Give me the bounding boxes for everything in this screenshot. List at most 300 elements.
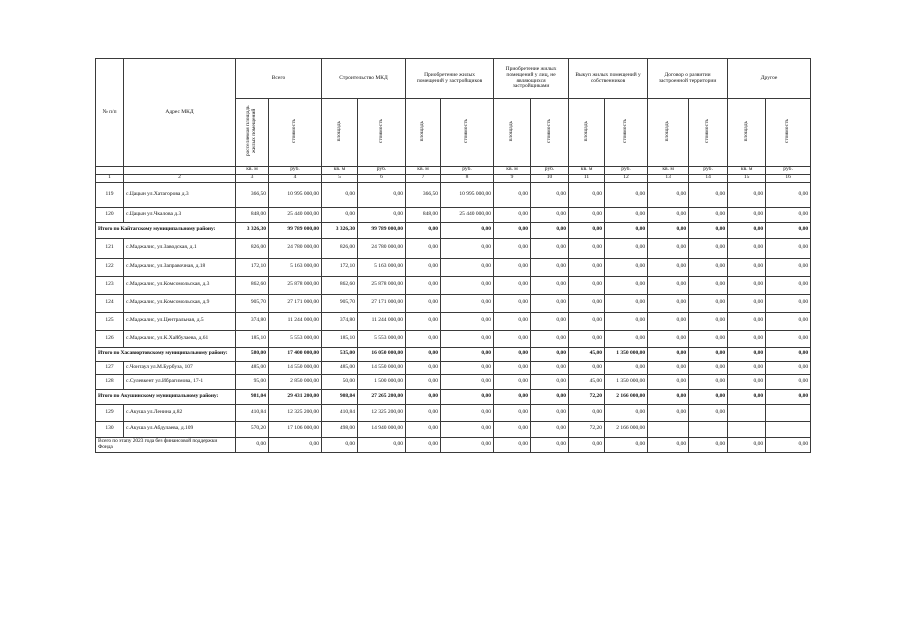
value-cell: 366,50: [236, 182, 269, 207]
value-cell: 0,00: [406, 330, 441, 347]
column-number: 5: [322, 174, 358, 182]
value-cell: 0,00: [441, 374, 494, 389]
value-cell: 185,10: [322, 330, 358, 347]
value-cell: 0,00: [494, 312, 531, 330]
value-cell: 1 350 000,00: [605, 374, 648, 389]
value-cell: 0,00: [406, 437, 441, 452]
subheader-text: площадь: [582, 120, 589, 142]
value-cell: 11 244 000,00: [269, 312, 322, 330]
value-cell: 0,00: [406, 312, 441, 330]
unit-cell: руб.: [689, 166, 728, 174]
value-cell: 0,00: [648, 276, 689, 294]
value-cell: 0,00: [531, 312, 569, 330]
row-number: 122: [96, 258, 124, 276]
value-cell: 0,00: [406, 347, 441, 361]
value-cell: 1 500 000,00: [358, 374, 406, 389]
value-cell: 0,00: [569, 258, 605, 276]
address-cell: с.Цацын ул.Чкалова д.3: [124, 207, 236, 222]
value-cell: 485,00: [236, 361, 269, 374]
value-cell: 0,00: [322, 182, 358, 207]
address-cell: с.Маджалис, ул.К.Хайбулаева, д.61: [124, 330, 236, 347]
value-cell: 0,00: [569, 330, 605, 347]
value-cell: 0,00: [605, 238, 648, 258]
value-cell: 0,00: [728, 258, 766, 276]
row-number: 129: [96, 404, 124, 421]
value-cell: 0,00: [605, 258, 648, 276]
header-row-units: [96, 166, 811, 174]
value-cell: 0,00: [531, 294, 569, 312]
value-cell: 0,00: [689, 182, 728, 207]
column-number: 14: [689, 174, 728, 182]
value-cell: 0,00: [441, 361, 494, 374]
subheader-text: площадь: [664, 120, 671, 142]
value-cell: 50,00: [322, 374, 358, 389]
group-header: Приобретение жилых помещений у застройщиков: [406, 59, 494, 99]
table-row: [96, 182, 811, 207]
value-cell: 14 550 000,00: [358, 361, 406, 374]
value-cell: 0,00: [648, 437, 689, 452]
value-cell: 0,00: [494, 389, 531, 404]
value-cell: 2 166 000,00: [605, 421, 648, 437]
value-cell: 0,00: [322, 437, 358, 452]
value-cell: 0,00: [406, 258, 441, 276]
value-cell: 826,00: [322, 238, 358, 258]
value-cell: 14 940 000,00: [358, 421, 406, 437]
unit-cell: кв. м: [728, 166, 766, 174]
value-cell: 16 050 000,00: [358, 347, 406, 361]
value-cell: 0,00: [531, 276, 569, 294]
value-cell: 366,50: [406, 182, 441, 207]
value-cell: 0,00: [494, 238, 531, 258]
value-cell: 0,00: [569, 276, 605, 294]
group-header: Другое: [728, 59, 811, 99]
value-cell: 0,00: [766, 361, 811, 374]
value-cell: 17 106 000,00: [269, 421, 322, 437]
unit-cell: кв. м: [648, 166, 689, 174]
value-cell: 72,20: [569, 421, 605, 437]
value-cell: 17 400 000,00: [269, 347, 322, 361]
value-cell: 99 789 000,00: [358, 222, 406, 238]
value-cell: 0,00: [728, 276, 766, 294]
value-cell: 0,00: [441, 238, 494, 258]
value-cell: 981,04: [236, 389, 269, 404]
unit-cell: кв. м: [569, 166, 605, 174]
value-cell: 0,00: [494, 421, 531, 437]
subtotal-row: [96, 389, 811, 404]
value-cell: 95,00: [236, 374, 269, 389]
value-cell: 0,00: [441, 404, 494, 421]
group-header: Строительство МКД: [322, 59, 406, 99]
subheader-text: стоимость: [704, 118, 711, 144]
value-cell: 0,00: [605, 312, 648, 330]
value-cell: 0,00: [441, 258, 494, 276]
value-cell: 0,00: [406, 361, 441, 374]
subheader-text: площадь: [742, 120, 749, 142]
subheader-cell: [728, 99, 766, 167]
value-cell: 0,00: [494, 276, 531, 294]
value-cell: 0,00: [441, 222, 494, 238]
value-cell: 0,00: [358, 437, 406, 452]
subheader-cell: [358, 99, 406, 167]
value-cell: 0,00: [531, 389, 569, 404]
value-cell: [766, 404, 811, 421]
value-cell: 0,00: [648, 330, 689, 347]
column-number: 2: [124, 174, 236, 182]
table-row: [96, 294, 811, 312]
group-header: Договор о развитии застроенной территории: [648, 59, 728, 99]
unit-cell: кв. м: [322, 166, 358, 174]
value-cell: 0,00: [689, 258, 728, 276]
subheader-text: площадь: [508, 120, 515, 142]
value-cell: 0,00: [766, 222, 811, 238]
table-row: [96, 276, 811, 294]
value-cell: 0,00: [766, 207, 811, 222]
unit-cell: руб.: [531, 166, 569, 174]
value-cell: 0,00: [494, 294, 531, 312]
value-cell: 0,00: [648, 389, 689, 404]
address-cell: с.Маджалис, ул.Заводская, д.1: [124, 238, 236, 258]
unit-cell-empty: [96, 166, 124, 174]
subheader-cell: [322, 99, 358, 167]
value-cell: 0,00: [406, 389, 441, 404]
subheader-text: площадь: [419, 120, 426, 142]
value-cell: [728, 421, 766, 437]
value-cell: 0,00: [531, 404, 569, 421]
unit-cell: кв. м: [406, 166, 441, 174]
value-cell: 0,00: [494, 330, 531, 347]
value-cell: [689, 421, 728, 437]
value-cell: 0,00: [689, 330, 728, 347]
value-cell: 27 171 000,00: [358, 294, 406, 312]
grand-total-row: [96, 437, 811, 452]
value-cell: 0,00: [648, 294, 689, 312]
value-cell: 0,00: [728, 347, 766, 361]
row-number: 121: [96, 238, 124, 258]
subheader-cell: [236, 99, 269, 167]
value-cell: [766, 421, 811, 437]
unit-cell: кв. м: [236, 166, 269, 174]
value-cell: 0,00: [648, 222, 689, 238]
value-cell: 0,00: [766, 238, 811, 258]
value-cell: [728, 404, 766, 421]
value-cell: 0,00: [766, 389, 811, 404]
value-cell: 45,00: [569, 374, 605, 389]
row-number: 119: [96, 182, 124, 207]
table-row: [96, 361, 811, 374]
subheader-cell: [569, 99, 605, 167]
row-number: 125: [96, 312, 124, 330]
table-body: [96, 182, 811, 452]
value-cell: 0,00: [531, 347, 569, 361]
value-cell: 0,00: [689, 389, 728, 404]
value-cell: 5 553 000,00: [358, 330, 406, 347]
unit-cell-empty: [124, 166, 236, 174]
column-number: 9: [494, 174, 531, 182]
value-cell: 25 878 000,00: [358, 276, 406, 294]
row-number: 120: [96, 207, 124, 222]
value-cell: 5 163 000,00: [358, 258, 406, 276]
value-cell: 0,00: [531, 437, 569, 452]
group-header: Всего: [236, 59, 322, 99]
value-cell: 0,00: [689, 347, 728, 361]
value-cell: 0,00: [766, 182, 811, 207]
value-cell: 0,00: [441, 312, 494, 330]
value-cell: 0,00: [494, 374, 531, 389]
value-cell: 0,00: [766, 374, 811, 389]
column-number: 16: [766, 174, 811, 182]
total-label: Итого по Кайтагскому муниципальному району:: [96, 222, 236, 238]
address-cell: с.Акуша ул.Абдулаева, д.109: [124, 421, 236, 437]
unit-cell: руб.: [441, 166, 494, 174]
column-number: 10: [531, 174, 569, 182]
value-cell: 0,00: [728, 374, 766, 389]
subheader-text: стоимость: [463, 118, 470, 144]
value-cell: 0,00: [766, 258, 811, 276]
value-cell: 0,00: [569, 312, 605, 330]
value-cell: 0,00: [236, 437, 269, 452]
table-row: [96, 404, 811, 421]
unit-cell: руб.: [358, 166, 406, 174]
value-cell: 0,00: [728, 182, 766, 207]
value-cell: 0,00: [531, 238, 569, 258]
value-cell: 25 878 000,00: [269, 276, 322, 294]
value-cell: 0,00: [728, 361, 766, 374]
column-number: 15: [728, 174, 766, 182]
value-cell: 1 350 000,00: [605, 347, 648, 361]
column-number: 6: [358, 174, 406, 182]
value-cell: 24 780 000,00: [358, 238, 406, 258]
header-number: № п/п: [96, 59, 124, 167]
row-number: 128: [96, 374, 124, 389]
value-cell: 0,00: [494, 222, 531, 238]
group-header: Выкуп жилых помещений у собственников: [569, 59, 648, 99]
row-number: 127: [96, 361, 124, 374]
column-number: 8: [441, 174, 494, 182]
value-cell: 0,00: [648, 374, 689, 389]
value-cell: 0,00: [569, 404, 605, 421]
value-cell: 0,00: [531, 258, 569, 276]
table-row: [96, 238, 811, 258]
value-cell: 72,20: [569, 389, 605, 404]
value-cell: 0,00: [441, 294, 494, 312]
value-cell: 905,70: [322, 294, 358, 312]
value-cell: 0,00: [648, 258, 689, 276]
group-header: Приобретение жилых помещений у лиц, не являющихся застройщиками: [494, 59, 569, 99]
value-cell: 3 326,30: [322, 222, 358, 238]
value-cell: 0,00: [689, 222, 728, 238]
row-number: 124: [96, 294, 124, 312]
table-row: [96, 207, 811, 222]
value-cell: 374,80: [322, 312, 358, 330]
subheader-text: стоимость: [622, 118, 629, 144]
value-cell: 5 553 000,00: [269, 330, 322, 347]
subheader-text: расселяемая площадь жилых помещений: [245, 105, 257, 157]
address-cell: с.Акуша ул.Ленина д.82: [124, 404, 236, 421]
value-cell: 29 431 200,00: [269, 389, 322, 404]
subheader-cell: [531, 99, 569, 167]
value-cell: 0,00: [728, 207, 766, 222]
value-cell: 0,00: [406, 276, 441, 294]
value-cell: 0,00: [728, 389, 766, 404]
value-cell: 908,84: [322, 389, 358, 404]
value-cell: 12 325 200,00: [269, 404, 322, 421]
value-cell: 12 325 200,00: [358, 404, 406, 421]
value-cell: 0,00: [605, 207, 648, 222]
value-cell: 0,00: [494, 361, 531, 374]
value-cell: 10 995 000,00: [269, 182, 322, 207]
value-cell: 0,00: [569, 361, 605, 374]
value-cell: 485,00: [322, 361, 358, 374]
value-cell: 0,00: [605, 330, 648, 347]
value-cell: 0,00: [648, 347, 689, 361]
value-cell: 2 850 000,00: [269, 374, 322, 389]
value-cell: 10 995 000,00: [441, 182, 494, 207]
value-cell: 0,00: [728, 437, 766, 452]
value-cell: 0,00: [494, 347, 531, 361]
value-cell: 0,00: [358, 182, 406, 207]
value-cell: 0,00: [605, 276, 648, 294]
column-number: 13: [648, 174, 689, 182]
total-label: Итого по Акушинскому муниципальному району:: [96, 389, 236, 404]
subheader-cell: [494, 99, 531, 167]
table-header: [96, 59, 811, 183]
value-cell: 0,00: [441, 347, 494, 361]
value-cell: 25 440 000,00: [269, 207, 322, 222]
value-cell: 0,00: [569, 238, 605, 258]
value-cell: 0,00: [569, 207, 605, 222]
value-cell: 0,00: [648, 182, 689, 207]
subheader-cell: [406, 99, 441, 167]
column-number: 7: [406, 174, 441, 182]
value-cell: 0,00: [766, 294, 811, 312]
table-row: [96, 421, 811, 437]
value-cell: 0,00: [605, 294, 648, 312]
value-cell: 0,00: [531, 421, 569, 437]
row-number: 126: [96, 330, 124, 347]
value-cell: 0,00: [605, 222, 648, 238]
value-cell: 410,84: [322, 404, 358, 421]
value-cell: 0,00: [441, 276, 494, 294]
value-cell: 0,00: [728, 222, 766, 238]
value-cell: 0,00: [441, 389, 494, 404]
subheader-text: площадь: [335, 120, 342, 142]
subheader-cell: [605, 99, 648, 167]
header-row-numbers: [96, 174, 811, 182]
value-cell: 848,00: [236, 207, 269, 222]
value-cell: 580,00: [236, 347, 269, 361]
value-cell: 11 244 000,00: [358, 312, 406, 330]
value-cell: 862,60: [236, 276, 269, 294]
value-cell: 905,70: [236, 294, 269, 312]
value-cell: 0,00: [531, 330, 569, 347]
value-cell: 0,00: [689, 361, 728, 374]
value-cell: 535,00: [322, 347, 358, 361]
value-cell: 0,00: [689, 294, 728, 312]
table-row: [96, 258, 811, 276]
value-cell: 0,00: [406, 222, 441, 238]
value-cell: [648, 421, 689, 437]
column-number: 1: [96, 174, 124, 182]
subheader-cell: [269, 99, 322, 167]
value-cell: 0,00: [531, 361, 569, 374]
value-cell: 0,00: [728, 238, 766, 258]
value-cell: 410,84: [236, 404, 269, 421]
unit-cell: руб.: [269, 166, 322, 174]
header-row-groups: [96, 59, 811, 99]
value-cell: 0,00: [322, 207, 358, 222]
value-cell: 0,00: [406, 374, 441, 389]
value-cell: 0,00: [569, 182, 605, 207]
value-cell: 0,00: [766, 330, 811, 347]
value-cell: 0,00: [689, 276, 728, 294]
value-cell: 0,00: [494, 404, 531, 421]
value-cell: 0,00: [766, 347, 811, 361]
value-cell: 826,00: [236, 238, 269, 258]
value-cell: 374,80: [236, 312, 269, 330]
header-address: Адрес МКД: [124, 59, 236, 167]
value-cell: 0,00: [406, 294, 441, 312]
address-cell: с.Маджалис, ул.Комсомольская, д.9: [124, 294, 236, 312]
value-cell: 862,60: [322, 276, 358, 294]
address-cell: с.Маджалис, ул.Комсомольская, д.3: [124, 276, 236, 294]
address-cell: с.Чонтаул ул.М.Бурбуза, 107: [124, 361, 236, 374]
value-cell: 0,00: [689, 312, 728, 330]
table-row: [96, 330, 811, 347]
value-cell: 0,00: [648, 361, 689, 374]
address-cell: с.Цацын ул.Хатагорова д.3: [124, 182, 236, 207]
value-cell: 25 440 000,00: [441, 207, 494, 222]
subheader-cell: [766, 99, 811, 167]
value-cell: 0,00: [689, 404, 728, 421]
value-cell: 0,00: [766, 276, 811, 294]
value-cell: 0,00: [441, 421, 494, 437]
table-row: [96, 312, 811, 330]
value-cell: 0,00: [689, 437, 728, 452]
column-number: 4: [269, 174, 322, 182]
value-cell: 0,00: [269, 437, 322, 452]
value-cell: 0,00: [689, 238, 728, 258]
value-cell: 0,00: [648, 312, 689, 330]
value-cell: 0,00: [648, 207, 689, 222]
value-cell: 45,00: [569, 347, 605, 361]
value-cell: 498,00: [322, 421, 358, 437]
value-cell: 570,20: [236, 421, 269, 437]
value-cell: 0,00: [358, 207, 406, 222]
value-cell: 0,00: [766, 437, 811, 452]
value-cell: 0,00: [648, 404, 689, 421]
value-cell: 99 789 000,00: [269, 222, 322, 238]
value-cell: 24 780 000,00: [269, 238, 322, 258]
unit-cell: кв. м: [494, 166, 531, 174]
value-cell: 0,00: [605, 437, 648, 452]
subheader-text: стоимость: [545, 118, 552, 144]
address-cell: с.Сулевкент ул.Ибрагимова, 17-1: [124, 374, 236, 389]
value-cell: 0,00: [728, 312, 766, 330]
column-number: 12: [605, 174, 648, 182]
unit-cell: руб.: [766, 166, 811, 174]
value-cell: 0,00: [648, 238, 689, 258]
value-cell: 0,00: [494, 207, 531, 222]
column-number: 3: [236, 174, 269, 182]
total-label: Итого по Хасавюртовскому муниципальному району:: [96, 347, 236, 361]
value-cell: 848,00: [406, 207, 441, 222]
value-cell: 0,00: [441, 330, 494, 347]
value-cell: 0,00: [494, 258, 531, 276]
value-cell: 0,00: [406, 421, 441, 437]
value-cell: 0,00: [605, 182, 648, 207]
value-cell: 2 166 000,00: [605, 389, 648, 404]
value-cell: 0,00: [569, 437, 605, 452]
